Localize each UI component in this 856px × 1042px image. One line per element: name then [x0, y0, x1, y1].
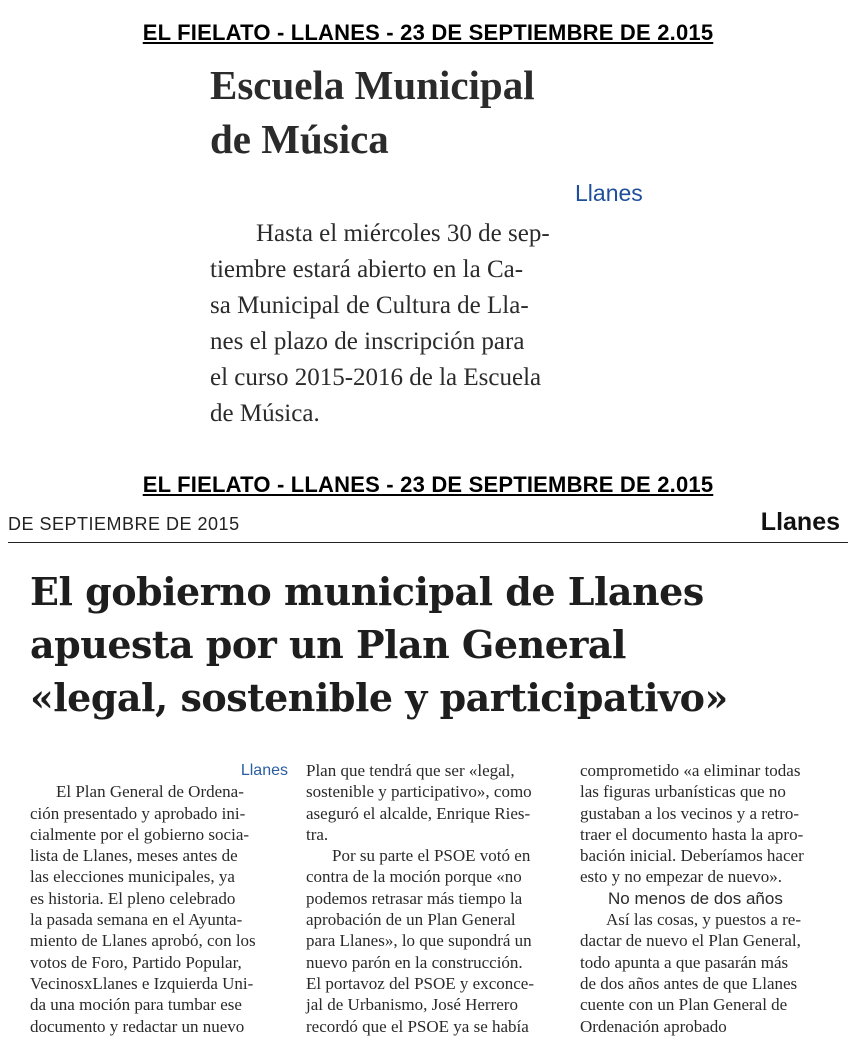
column-line: las figuras urbanísticas que no — [580, 782, 786, 802]
clip1-location: Llanes — [575, 180, 643, 206]
column-line: es historia. El pleno celebrado — [30, 888, 236, 908]
column-line: Por su parte el PSOE votó en — [332, 846, 531, 866]
clip1-headline — [210, 58, 660, 166]
column-line: da una moción para tumbar ese — [30, 995, 242, 1015]
column-line: Ordenación aprobado — [580, 1016, 727, 1036]
clip2-section: Llanes — [760, 508, 840, 536]
banner-bottom: EL FIELATO - LLANES - 23 DE SEPTIEMBRE DE 2.015 — [142, 472, 714, 497]
banner-top: EL FIELATO - LLANES - 23 DE SEPTIEMBRE DE 2.015 — [142, 20, 714, 45]
column-line: ción presentado y aprobado ini- — [30, 803, 246, 823]
column-line: aprobación de un Plan General — [306, 910, 516, 930]
clip1-body-line: tiembre estará abierto en la Ca- — [210, 256, 524, 283]
clip2-location: Llanes — [240, 762, 288, 779]
column-line: podemos retrasar más tiempo la — [306, 888, 523, 908]
clip1-body-line: Hasta el miércoles 30 de sep- — [256, 220, 550, 247]
clip2-headline-line: apuesta por un Plan General — [30, 622, 626, 667]
column-line: jal de Urbanismo, José Herrero — [306, 995, 518, 1015]
column-line: documento y redactar un nuevo — [30, 1016, 245, 1036]
clip1-body-line: sa Municipal de Cultura de Lla- — [210, 292, 529, 319]
clip2-column-3 — [580, 760, 838, 1037]
column-line: para Llanes», lo que supondrá un — [306, 931, 532, 951]
column-line: bación inicial. Deberíamos hacer — [580, 846, 804, 866]
column-line: El Plan General de Ordena- — [56, 782, 244, 802]
column-subheading: No menos de dos años — [608, 888, 783, 908]
column-line: tra. — [306, 824, 329, 844]
column-line: El portavoz del PSOE y exconce- — [306, 973, 535, 993]
column-line: Así las cosas, y puestos a re- — [606, 910, 801, 930]
column-line: cialmente por el gobierno socia- — [30, 824, 250, 844]
column-line: VecinosxLlanes e Izquierda Uni- — [30, 973, 254, 993]
column-line: las elecciones municipales, ya — [30, 867, 235, 887]
clip1-body-line: de Música. — [210, 400, 320, 427]
column-line: recordó que el PSOE ya se había — [306, 1016, 529, 1036]
clipping-escuela-musica — [210, 58, 660, 166]
clip2-headline-line: El gobierno municipal de Llanes — [30, 569, 704, 614]
clip2-date: DE SEPTIEMBRE DE 2015 — [8, 514, 240, 534]
column-line: gustaban a los vecinos y a retro- — [580, 803, 800, 823]
column-line: Plan que tendrá que ser «legal, — [306, 761, 515, 780]
column-line: cuente con un Plan General de — [580, 995, 788, 1015]
clip1-body-line: el curso 2015-2016 de la Escuela — [210, 364, 542, 391]
clip2-column-2 — [306, 760, 564, 1037]
clip2-headline-line: «legal, sostenible y participativo» — [30, 675, 728, 720]
column-line: sostenible y participativo», como — [306, 782, 532, 802]
clip1-headline-line: de Música — [210, 116, 389, 162]
column-line: aseguró el alcalde, Enrique Ries- — [306, 803, 531, 823]
clip1-headline-line: Escuela Municipal — [210, 62, 535, 108]
column-line: traer el documento hasta la apro- — [580, 824, 804, 844]
column-line: dactar de nuevo el Plan General, — [580, 931, 801, 951]
clip2-headline — [30, 565, 830, 724]
column-line: miento de Llanes aprobó, con los — [30, 931, 256, 951]
column-line: contra de la moción porque «no — [306, 867, 522, 887]
clip2-date-strip — [8, 508, 848, 543]
column-line: lista de Llanes, meses antes de — [30, 846, 238, 866]
column-line: la pasada semana en el Ayunta- — [30, 910, 243, 930]
column-line: todo apunta a que pasarán más — [580, 952, 789, 972]
clip1-body — [210, 216, 656, 432]
clip1-body-line: nes el plazo de inscripción para — [210, 328, 525, 355]
column-line: esto y no empezar de nuevo». — [580, 867, 783, 887]
column-line: nuevo parón en la construcción. — [306, 952, 523, 972]
column-line: de dos años antes de que Llanes — [580, 973, 798, 993]
column-line: votos de Foro, Partido Popular, — [30, 952, 242, 972]
clip2-column-1 — [30, 760, 288, 1037]
column-line: comprometido «a eliminar todas — [580, 761, 801, 780]
